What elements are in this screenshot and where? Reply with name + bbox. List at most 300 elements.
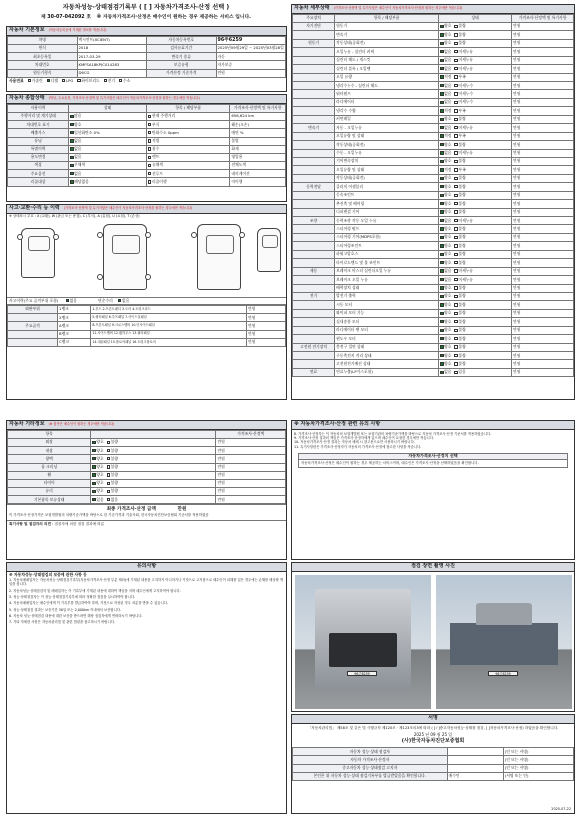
rank-unit: 만원 <box>247 306 286 314</box>
general-part-0-checkbox[interactable] <box>148 115 151 118</box>
detail-good-checkbox[interactable] <box>440 109 443 112</box>
general-part-2-checkbox[interactable] <box>148 131 151 134</box>
signature-cell-2[interactable]: (서명 또는 인) <box>503 772 573 780</box>
detail-good-checkbox[interactable] <box>440 202 443 205</box>
detail-good-label: 양호 <box>444 200 452 206</box>
basic-row <box>8 61 286 69</box>
detail-bad-label: 미세누유 <box>458 48 474 54</box>
rank-grade: 1랭크 <box>58 306 91 314</box>
detail-device <box>293 157 335 165</box>
detail-row <box>293 39 574 47</box>
detail-good-checkbox[interactable] <box>440 329 443 332</box>
detail-good-checkbox[interactable] <box>440 354 443 357</box>
record-no-label: 제 <box>40 15 46 20</box>
rank-group: 외판부위 <box>8 306 58 314</box>
detail-device <box>293 132 335 140</box>
detail-part: 구동축전지 격리 상태 <box>335 352 439 360</box>
detail-state-cell <box>439 115 512 123</box>
detail-part: 작동상태(공회전) <box>335 39 439 47</box>
etc-info-panel <box>6 420 287 560</box>
detail-state-cell <box>439 368 512 376</box>
signature-cell-0: 본인은 위 자동차 성능·상태 점검기록부를 발급받았음을 확인합니다. <box>293 772 448 780</box>
detail-note: 만원 <box>512 335 574 343</box>
detail-state-cell <box>439 73 512 81</box>
detail-part: 라디에이터 팬 모터 <box>335 326 439 334</box>
detail-note: 만원 <box>512 141 574 149</box>
etc-row <box>8 471 286 479</box>
detail-bad-label: 불량 <box>458 310 466 316</box>
notice-item: 10. 자동차가격조사·산정 결과는 자동차 매매 시 참고용으로만 사용하시기 바랍니다. <box>294 440 415 445</box>
detail-part: 자동 - 오일누유 <box>335 124 439 132</box>
car-diagram <box>7 220 286 298</box>
detail-state-cell <box>439 259 512 267</box>
detail-good-checkbox[interactable] <box>440 168 443 171</box>
detail-note: 만원 <box>512 166 574 174</box>
detail-bad-label: 미세누유 <box>458 276 474 282</box>
detail-good-checkbox[interactable] <box>440 194 443 197</box>
general-part-1-checkbox[interactable] <box>148 123 151 126</box>
simple-repair-none-checkbox[interactable] <box>118 299 121 302</box>
detail-row <box>293 90 574 98</box>
detail-good-checkbox[interactable] <box>440 320 443 323</box>
detail-state-cell <box>439 56 512 64</box>
general-part-1-cell <box>146 121 229 129</box>
fuel-checkbox-2[interactable] <box>62 79 65 82</box>
general-part-3-checkbox[interactable] <box>148 139 151 142</box>
detail-part: 오일유량 및 상태 <box>335 166 439 174</box>
etc-bad-checkbox[interactable] <box>107 482 110 485</box>
rank-parts: 8.프론트패널 9.크로스멤버 10.인사이드패널 <box>91 322 247 330</box>
etc-price: 만원 <box>216 496 286 504</box>
detail-note: 만원 <box>512 157 574 165</box>
detail-device <box>293 250 335 258</box>
general-part-8-cell <box>146 178 229 186</box>
detail-good-label: 양호 <box>444 23 452 29</box>
detail-good-label: 없음 <box>444 276 452 282</box>
footer-date: 2025-07-22 <box>551 807 571 812</box>
detail-good-checkbox[interactable] <box>440 50 443 53</box>
detail-good-label: 없음 <box>444 48 452 54</box>
detail-device <box>293 65 335 73</box>
etc-bad-label: 없음 <box>110 496 119 502</box>
detail-row <box>293 149 574 157</box>
general-state-1-cell <box>69 121 147 129</box>
detail-good-label: 양호 <box>444 234 452 240</box>
etc-row <box>8 463 286 471</box>
detail-row <box>293 309 574 317</box>
detail-good-checkbox[interactable] <box>440 244 443 247</box>
basic-row <box>8 53 286 61</box>
detail-part: 냉각수누수 - 실린더 헤드 <box>335 82 439 90</box>
basic-row <box>8 44 286 52</box>
general-part-6-label: 유채색 <box>151 162 163 168</box>
detail-good-label: 양호 <box>444 344 452 350</box>
detail-note: 만원 <box>512 276 574 284</box>
detail-part: 실린더 블록 / 오일팬 <box>335 65 439 73</box>
detail-state-cell <box>439 335 512 343</box>
detail-good-checkbox[interactable] <box>440 75 443 78</box>
rank-grade: A랭크 <box>58 322 91 330</box>
detail-col-0: 주요장치 <box>293 14 335 22</box>
general-note: 화재 <box>230 145 286 153</box>
etc-bad-label: 불량 <box>110 472 119 478</box>
general-state-3-label: 없음 <box>74 137 82 143</box>
etc-bad-checkbox[interactable] <box>107 490 110 493</box>
detail-note: 만원 <box>512 242 574 250</box>
rank-unit: 만원 <box>247 338 286 346</box>
general-state-6-label: 무채색 <box>74 162 86 168</box>
fuel-checkbox-1[interactable] <box>47 79 50 82</box>
detail-state-cell <box>439 39 512 47</box>
detail-bad-label: 부족 <box>458 107 466 113</box>
detail-device <box>293 48 335 56</box>
detail-note: 만원 <box>512 39 574 47</box>
etc-price: 만원 <box>216 488 286 496</box>
detail-bad-label: 있음 <box>458 369 466 375</box>
detail-good-label: 적정 <box>444 107 452 113</box>
fuel-checkbox-5[interactable] <box>119 79 122 82</box>
detail-good-checkbox[interactable] <box>440 59 443 62</box>
general-state-1-label: 양호 <box>74 121 82 127</box>
detail-note: 만원 <box>512 149 574 157</box>
general-state-table <box>7 104 286 187</box>
detail-good-label: 적정 <box>444 74 452 80</box>
general-part-1-label: 부식 <box>151 121 160 127</box>
etc-bad-checkbox[interactable] <box>107 498 110 501</box>
detail-device: 자기진단 <box>293 22 335 30</box>
detail-good-checkbox[interactable] <box>440 295 443 298</box>
detail-bad-label: 불량 <box>458 242 466 248</box>
document-subtitle <box>6 15 286 21</box>
caution-header: 유의사항 <box>7 563 286 572</box>
detail-part: 기어변속장치 <box>335 157 439 165</box>
detail-state-cell <box>439 200 512 208</box>
rank-parts: 5.쿼터패널 6.루프패널 7.사이드실패널 <box>91 314 247 322</box>
detail-good-checkbox[interactable] <box>440 236 443 239</box>
basic-label: 차명 <box>8 36 78 44</box>
detail-part: 라디에이터 <box>335 98 439 106</box>
general-row <box>8 145 286 153</box>
detail-good-checkbox[interactable] <box>440 143 443 146</box>
etc-state-cell <box>91 479 216 487</box>
notice-item: 9. 가격조사·산정 결과의 책임은 가격조사·산정자에게 있으며 매수인이 요청한 경우에만 적습니다. <box>294 436 434 441</box>
detail-part: 배력장치 상태 <box>335 284 439 292</box>
detail-bad-label: 부족 <box>458 74 466 80</box>
detail-state-cell <box>439 208 512 216</box>
rear-plate: 96주6259 <box>488 671 518 676</box>
etc-good-label: 양호 <box>96 463 104 469</box>
general-part-4-label: 침수 <box>151 146 160 152</box>
general-note: 네비게이션 <box>230 170 286 178</box>
etc-state-cell <box>91 463 216 471</box>
detail-good-checkbox[interactable] <box>440 227 443 230</box>
detail-note: 만원 <box>512 292 574 300</box>
fuel-row <box>7 78 286 84</box>
etc-price: 만원 <box>216 455 286 463</box>
detail-part: 오일누유 - 실린더 커버 <box>335 48 439 56</box>
detail-device: 전기 <box>293 292 335 300</box>
etc-item: 외장 <box>8 438 91 446</box>
general-state-6-cell <box>69 162 147 170</box>
detail-good-checkbox[interactable] <box>440 177 443 180</box>
detail-good-checkbox[interactable] <box>440 185 443 188</box>
etc-col-1 <box>91 430 216 438</box>
basic-value: 2025년09월29일 ~ 2025년03월28일 <box>216 44 286 52</box>
etc-good-label: 양호 <box>96 472 104 478</box>
detail-good-checkbox[interactable] <box>440 101 443 104</box>
signature-date: 2025 년 09 월 25 일 <box>413 731 453 737</box>
detail-col-1: 항목 / 해당부품 <box>335 14 439 22</box>
general-note: 불법 <box>230 137 286 145</box>
detail-device: 제동 <box>293 267 335 275</box>
general-part-0-label: 현재 주행거리 <box>151 113 176 119</box>
signature-row <box>293 748 574 756</box>
detail-device <box>293 174 335 182</box>
fuel-checkbox-0[interactable] <box>28 79 31 82</box>
general-part-4-checkbox[interactable] <box>148 147 151 150</box>
detail-bad-label: 미세누수 <box>458 82 474 88</box>
detail-good-checkbox[interactable] <box>440 84 443 87</box>
general-part-2-label: 탄화수소 0ppm <box>151 129 179 135</box>
detail-good-checkbox[interactable] <box>440 118 443 121</box>
etc-item: 기본품목 보유상태 <box>8 496 91 504</box>
detail-bad-label: 미세누유 <box>458 217 474 223</box>
rank-grade: 2랭크 <box>58 314 91 322</box>
detail-part: 커먼레일 <box>335 115 439 123</box>
detail-row <box>293 65 574 73</box>
price-notice-panel <box>291 420 575 560</box>
general-part-7-checkbox[interactable] <box>148 172 151 175</box>
detail-good-checkbox[interactable] <box>440 261 443 264</box>
general-part-8-checkbox[interactable] <box>148 180 151 183</box>
detail-row <box>293 301 574 309</box>
detail-good-checkbox[interactable] <box>440 286 443 289</box>
rank-row <box>8 306 286 314</box>
detail-part: 충전구 절연 상태 <box>335 343 439 351</box>
record-ho: 호 <box>86 15 91 20</box>
detail-bad-label: 불량 <box>458 183 466 189</box>
rank-row <box>8 330 286 338</box>
basic-row <box>8 69 286 77</box>
detail-good-checkbox[interactable] <box>440 278 443 281</box>
signature-cell-2[interactable]: (인 또는 서명) <box>503 764 573 772</box>
detail-part: 실린더 헤드 / 개스킷 <box>335 56 439 64</box>
detail-row <box>293 132 574 140</box>
car-underbody-view <box>197 224 241 290</box>
detail-part: 스티어링 펌프 <box>335 225 439 233</box>
detail-note: 만원 <box>512 360 574 368</box>
signature-cell-2[interactable]: (인 또는 서명) <box>503 756 573 764</box>
detail-device <box>293 166 335 174</box>
detail-good-checkbox[interactable] <box>440 134 443 137</box>
detail-good-checkbox[interactable] <box>440 303 443 306</box>
detail-row <box>293 141 574 149</box>
rank-group <box>8 330 58 338</box>
detail-device <box>293 233 335 241</box>
detail-good-checkbox[interactable] <box>440 67 443 70</box>
detail-good-checkbox[interactable] <box>440 126 443 129</box>
accident-header: 사고·교환·수리 등 이력 (가격조사·산정액 및 특기사항은 매수인이 자동차가격조사·산정을 원하는 경우에만 적습니다) <box>7 205 286 214</box>
detail-row <box>293 318 574 326</box>
basic-label: 최초등록일 <box>8 53 78 61</box>
rank-unit: 만원 <box>247 322 286 330</box>
detail-device: 연료 <box>293 368 335 376</box>
caution-item: 6. 자동차 성능·상태점검 내용에 대한 보증을 받으려면 해당 점검자에게 연락하시기 바랍니다. <box>9 613 143 618</box>
accident-panel <box>6 204 287 400</box>
etc-state-cell <box>91 471 216 479</box>
detail-good-checkbox[interactable] <box>440 151 443 154</box>
detail-note: 만원 <box>512 115 574 123</box>
detail-good-label: 없음 <box>444 268 452 274</box>
detail-device <box>293 149 335 157</box>
detail-note: 만원 <box>512 90 574 98</box>
general-note: 전체도색 <box>230 162 286 170</box>
detail-good-checkbox[interactable] <box>440 345 443 348</box>
detail-good-checkbox[interactable] <box>440 312 443 315</box>
detail-good-checkbox[interactable] <box>440 160 443 163</box>
detail-good-checkbox[interactable] <box>440 337 443 340</box>
detail-note: 만원 <box>512 98 574 106</box>
detail-good-checkbox[interactable] <box>440 210 443 213</box>
general-item: 리콜대상 <box>8 178 69 186</box>
etc-state-cell <box>91 455 216 463</box>
detail-good-checkbox[interactable] <box>440 219 443 222</box>
fuel-checkbox-4[interactable] <box>104 79 107 82</box>
etc-bad-checkbox[interactable] <box>107 449 110 452</box>
signature-org: (사)한국자동차진단보증협회 <box>401 738 465 745</box>
accident-none-checkbox[interactable] <box>66 299 69 302</box>
detail-good-checkbox[interactable] <box>440 269 443 272</box>
detail-row <box>293 56 574 64</box>
signature-cell-2[interactable]: (인 또는 서명) <box>503 748 573 756</box>
detail-device <box>293 115 335 123</box>
detail-good-checkbox[interactable] <box>440 253 443 256</box>
detail-bad-label: 불량 <box>458 31 466 37</box>
detail-row <box>293 191 574 199</box>
etc-bad-checkbox[interactable] <box>107 457 110 460</box>
top-right-wheel <box>145 232 151 238</box>
detail-bad-label: 불량 <box>458 192 466 198</box>
final-price-block <box>7 504 286 519</box>
detail-row <box>293 82 574 90</box>
detail-good-checkbox[interactable] <box>440 25 443 28</box>
detail-part: 작동상태(공회전) <box>335 141 439 149</box>
detail-part: 브레이크 마스터 실린더오일 누유 <box>335 267 439 275</box>
signature-cell-0: 중고자동차 성능·상태점검 고지자 <box>293 764 448 772</box>
rank-unit: 만원 <box>247 330 286 338</box>
etc-bad-checkbox[interactable] <box>107 465 110 468</box>
detail-good-label: 없음 <box>444 150 452 156</box>
detail-part: 등속조인트 <box>335 191 439 199</box>
accident-history-row: 사고이력(주요 골격부위 포함) 없음 단순수리 없음 <box>7 298 286 305</box>
detail-good-checkbox[interactable] <box>440 33 443 36</box>
detail-state-cell <box>439 225 512 233</box>
detail-bad-label: 미세누유 <box>458 150 474 156</box>
etc-bad-checkbox[interactable] <box>107 441 110 444</box>
detail-note: 만원 <box>512 31 574 39</box>
signature-panel <box>291 714 575 814</box>
detail-state-cell <box>439 98 512 106</box>
general-part-8-label: 리콜이행 <box>151 178 167 184</box>
detail-part: 변속기 <box>335 31 439 39</box>
detail-state-cell <box>439 242 512 250</box>
etc-item: 타이어 <box>8 479 91 487</box>
detail-note: 만원 <box>512 124 574 132</box>
status-legend: ※ 상태표시 부호 : X (교환), W (판금 또는 용접), C (부식), A (흠집), U (요철), T (손상) <box>9 213 140 218</box>
detail-bad-label: 불량 <box>458 209 466 215</box>
detail-state-cell <box>439 267 512 275</box>
detail-state-cell <box>439 352 512 360</box>
detail-note: 만원 <box>512 326 574 334</box>
detail-good-checkbox[interactable] <box>440 92 443 95</box>
detail-good-label: 양호 <box>444 183 452 189</box>
basic-label: 연식 <box>8 44 78 52</box>
signature-row <box>293 756 574 764</box>
detail-row <box>293 360 574 368</box>
detail-device <box>293 360 335 368</box>
etc-bad-checkbox[interactable] <box>107 473 110 476</box>
detail-state-cell <box>439 250 512 258</box>
detail-good-label: 양호 <box>444 116 452 122</box>
general-part-6-checkbox[interactable] <box>148 164 151 167</box>
detail-good-checkbox[interactable] <box>440 362 443 365</box>
detail-state-cell <box>439 65 512 73</box>
general-row <box>8 129 286 137</box>
general-row <box>8 121 286 129</box>
detail-device <box>293 208 335 216</box>
rank-parts: 11.사이드멤버 12.휠하우스 13.필러패널 <box>91 330 247 338</box>
general-part-5-checkbox[interactable] <box>148 156 151 159</box>
basic-value: 2017-03-29 <box>77 53 147 61</box>
etc-good-label: 양호 <box>96 488 104 494</box>
detail-good-label: 양호 <box>444 335 452 341</box>
signature-cell-0: 자동차 성능·상태 점검자 <box>293 748 448 756</box>
caution-item: 5. 성능·상태점검 결과는 보증기간 30일 또는 2,000km 이내에서 보증합니다. <box>9 607 121 612</box>
signature-row <box>293 764 574 772</box>
detail-row <box>293 259 574 267</box>
basic-value: 엑시언트(XCIENT) <box>77 36 147 44</box>
general-state-3-cell <box>69 137 147 145</box>
general-state-4-label: 없음 <box>74 146 82 152</box>
detail-good-checkbox[interactable] <box>440 371 443 374</box>
detail-note: 만원 <box>512 217 574 225</box>
basic-row <box>8 36 286 44</box>
detail-good-label: 양호 <box>444 158 452 164</box>
general-part-7-cell <box>146 170 229 178</box>
detail-note: 만원 <box>512 250 574 258</box>
detail-part: 수동 - 오일누유 <box>335 149 439 157</box>
general-note: 훼손(오손) <box>230 121 286 129</box>
general-state-2-cell <box>69 129 147 137</box>
detail-good-checkbox[interactable] <box>440 42 443 45</box>
detail-note: 만원 <box>512 208 574 216</box>
detail-state-cell <box>439 166 512 174</box>
detail-bad-label: 불량 <box>458 158 466 164</box>
caution-item: 2. 자동차성능·상태점검자 및 매매업자는 이 기록부에 기재된 내용에 대하여 책임을 지며 매수인에게 고지하여야 합니다. <box>9 588 181 593</box>
etc-bad-label: 불량 <box>110 455 119 461</box>
detail-bad-label: 미세누유 <box>458 57 474 63</box>
signature-cell-1 <box>447 764 503 772</box>
detail-device <box>293 200 335 208</box>
detail-good-label: 양호 <box>444 242 452 248</box>
detail-part: 클러치 어셈블리 <box>335 183 439 191</box>
etc-item: 내장 <box>8 447 91 455</box>
detail-good-label: 양호 <box>444 293 452 299</box>
fuel-option-4: 전기 <box>107 77 115 83</box>
basic-value: 96주6259 <box>216 36 286 44</box>
detail-state-cell <box>439 124 512 132</box>
detail-row <box>293 250 574 258</box>
